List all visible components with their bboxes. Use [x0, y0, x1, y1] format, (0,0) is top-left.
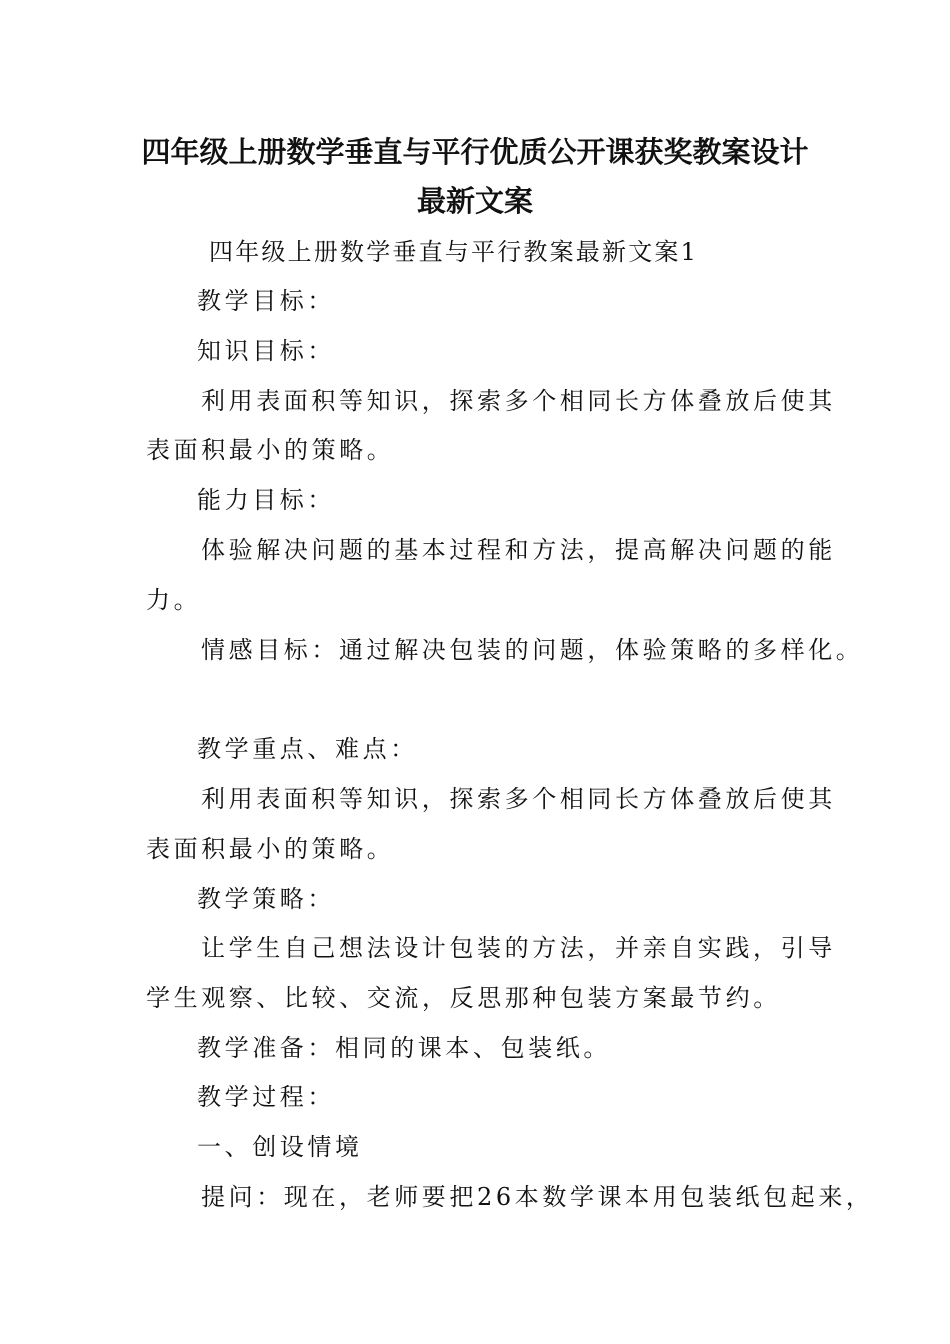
- heading-section-1: 一、创设情境: [197, 1133, 363, 1161]
- paragraph-line: 表面积最小的策略。: [146, 835, 395, 863]
- heading-teaching-strategy: 教学策略：: [197, 885, 335, 913]
- heading-ability-goals: 能力目标：: [197, 486, 335, 514]
- paragraph-line: 利用表面积等知识，探索多个相同长方体叠放后使其: [201, 387, 836, 415]
- document-title-line-1: 四年级上册数学垂直与平行优质公开课获奖教案设计: [141, 135, 809, 169]
- document-title-line-2: 最新文案: [416, 184, 533, 218]
- paragraph-line: 教学准备：相同的课本、包装纸。: [197, 1034, 611, 1062]
- paragraph-line: 情感目标：通过解决包装的问题，体验策略的多样化。: [201, 636, 864, 664]
- paragraph-line: 学生观察、比较、交流，反思那种包装方案最节约。: [146, 984, 781, 1012]
- heading-key-points: 教学重点、难点：: [197, 735, 418, 763]
- heading-teaching-process: 教学过程：: [197, 1083, 335, 1111]
- paragraph-line: 表面积最小的策略。: [146, 436, 395, 464]
- paragraph-line: 利用表面积等知识，探索多个相同长方体叠放后使其: [201, 785, 836, 813]
- heading-knowledge-goals: 知识目标：: [197, 337, 335, 365]
- paragraph-line: 体验解决问题的基本过程和方法，提高解决问题的能: [201, 536, 836, 564]
- document-subtitle: 四年级上册数学垂直与平行教案最新文案1: [209, 238, 699, 266]
- paragraph-line: 提问：现在，老师要把26本数学课本用包装纸包起来，: [201, 1183, 874, 1211]
- paragraph-line: 力。: [146, 586, 202, 614]
- paragraph-line: 让学生自己想法设计包装的方法，并亲自实践，引导: [201, 934, 836, 962]
- heading-teaching-goals: 教学目标：: [197, 287, 335, 315]
